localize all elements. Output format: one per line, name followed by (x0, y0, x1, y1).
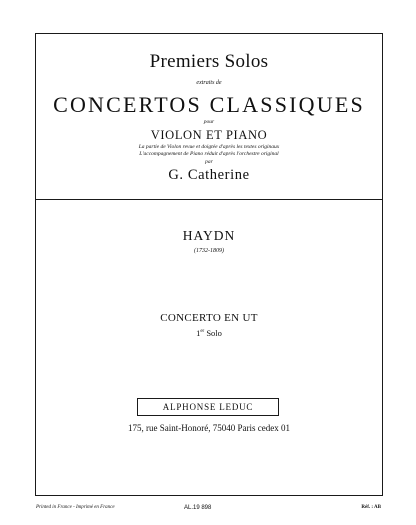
note-violin: La partie de Violon revue et doigtée d'après les textes originaux (138, 144, 280, 150)
solo-word: Solo (206, 328, 222, 338)
section-divider (36, 199, 382, 200)
composer-dates: (1732-1809) (194, 248, 224, 254)
note-piano: L'accompagnement de Piano réduit d'après l'orchestre original (139, 151, 279, 157)
composer-name: HAYDN (182, 228, 236, 243)
publisher-address: 175, rue Saint-Honoré, 75040 Paris cedex 01 (128, 423, 290, 433)
catalog-number: AL.19 898 (184, 505, 212, 511)
cover-frame (35, 33, 383, 496)
collection-title: CONCERTOS CLASSIQUES (53, 92, 365, 117)
instrumentation: VIOLON ET PIANO (150, 128, 268, 142)
publisher-box: ALPHONSE LEDUC (137, 398, 279, 416)
reference-code: Réf. : AB (361, 505, 381, 510)
editor-name: G. Catherine (168, 167, 250, 183)
extraits-label: extraits de (196, 80, 222, 86)
pour-label: pour (203, 119, 215, 125)
work-title: CONCERTO EN UT (160, 312, 258, 324)
series-title: Premiers Solos (149, 51, 269, 72)
solo-num: 1 (196, 328, 201, 338)
solo-sup: er (200, 329, 205, 335)
solo-number (36, 328, 382, 338)
printed-in-france: Printed in France - Imprimé en France (36, 505, 115, 510)
par-label: par (205, 159, 213, 165)
